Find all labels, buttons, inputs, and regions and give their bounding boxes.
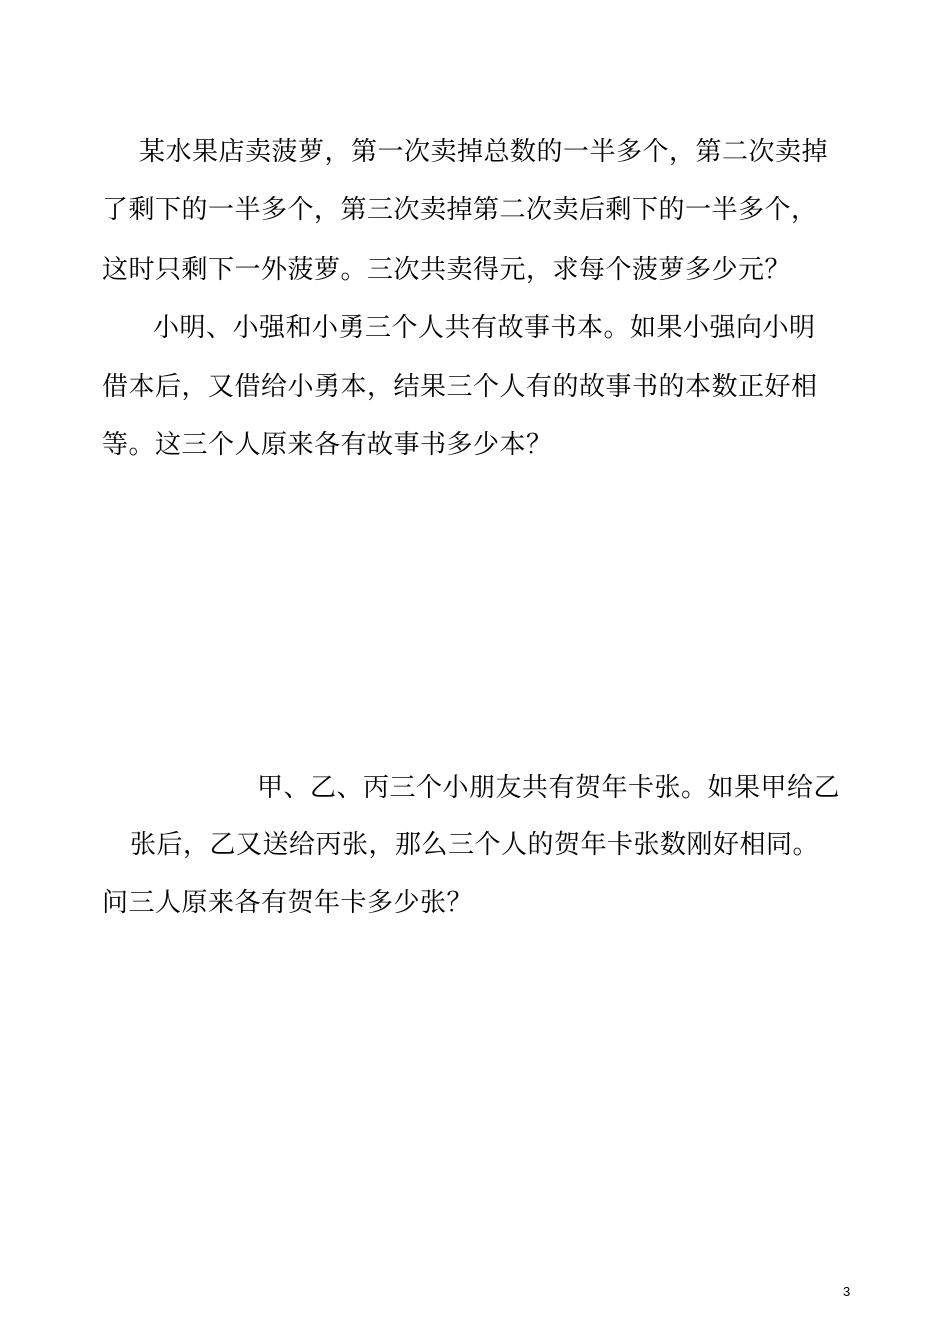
problem-2-line-2: 借本后，又借给小勇本，结果三个人有的故事书的本数正好相 [102,372,818,402]
page-number: 3 [843,1284,851,1299]
problem-3-line-1: 甲、乙、丙三个小朋友共有贺年卡张。如果甲给乙 [257,773,841,803]
problem-2-line-1: 小明、小强和小勇三个人共有故事书本。如果小强向小明 [153,313,816,343]
problem-2-line-3: 等。这三个人原来各有故事书多少本？ [102,430,553,460]
problem-1-line-3: 这时只剩下一外菠萝。三次共卖得元，求每个菠萝多少元？ [102,255,792,285]
problem-1-line-1: 某水果店卖菠萝，第一次卖掉总数的一半多个，第二次卖掉 [139,137,829,167]
problem-3-line-3: 问三人原来各有贺年卡多少张？ [102,888,474,918]
problem-3-line-2: 张后，乙又送给丙张，那么三个人的贺年卡张数刚好相同。 [130,830,820,860]
problem-1-line-2: 了剩下的一半多个，第三次卖掉第二次卖后剩下的一半多个， [102,195,818,225]
